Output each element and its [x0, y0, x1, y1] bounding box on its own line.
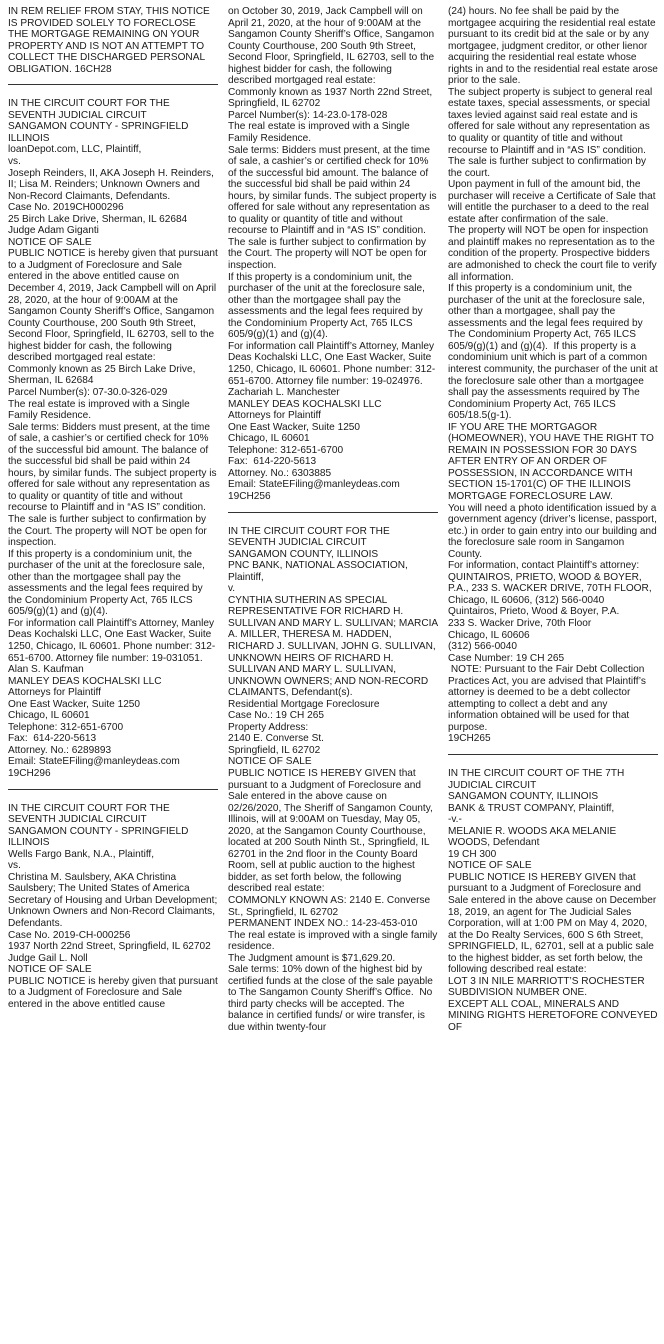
notice-line: NOTE: Pursuant to the Fair Debt Collection Practices Act, you are advised that Plaintiff’s attorney is deemed to be a debt collector attempting to collect a debt and any information obtained will be used for that purpose.	[448, 664, 649, 733]
notice-line: Fax: 614-220-5613	[8, 733, 97, 745]
notice-line: Sale terms: Bidders must present, at the time of sale, a cashier’s or certified check for 10% of the successful bid amount. The balance of the successful bid shall be paid within 24 hours, by similar funds. The subject property is offered for sale without any representation as to quality or quantity of title and without recourse to Plaintiff and in “AS IS” condition. The sale is further subject to confirmation by the Court. The property will NOT be open for inspection.	[8, 421, 220, 549]
newspaper-legal-notices-page	[8, 6, 660, 1340]
notice-line: The real estate is improved with a Single Family Residence.	[8, 398, 193, 422]
notice-line: 1937 North 22nd Street, Springfield, IL 62702	[8, 941, 211, 953]
notice-line: PUBLIC NOTICE IS HEREBY GIVEN that pursuant to a Judgment of Foreclosure and Sale entered in the above cause on December 18, 2019, an agent for The Judicial Sales Corporation, will at 1:00 PM on May 4, 2020, at the Do Realty Services, 600 S 6th Street, SPRINGFIELD, IL, 62701, sell at a public sale to the highest bidder, as set forth below, the following described real estate:	[448, 871, 659, 976]
notice-line: SANGAMON COUNTY - SPRINGFIELD ILLINOIS	[8, 825, 192, 849]
notice-line: The property will NOT be open for inspection and plaintiff makes no representation as to the condition of the property. Prospective bidders are admonished to check the court file to verify all information.	[448, 225, 660, 283]
column-2	[228, 6, 441, 1340]
notice-line: Zachariah L. Manchester	[228, 387, 340, 399]
notice-line: Commonly known as 25 Birch Lake Drive, Sherman, IL 62684	[8, 363, 199, 387]
notice-divider	[448, 754, 658, 755]
notice-line: Telephone: 312-651-6700	[228, 444, 344, 456]
notice-line: For information call Plaintiff’s Attorney, Manley Deas Kochalski LLC, One East Wacker, Suite 1250, Chicago, IL 60601. Phone number: 312-651-6700. Attorney file number: 19-031051.	[8, 617, 217, 664]
notice-line: 25 Birch Lake Drive, Sherman, IL 62684	[8, 213, 188, 225]
notice-19ch296	[8, 98, 221, 779]
notice-line: MELANIE R. WOODS AKA MELANIE WOODS, Defendant	[448, 825, 620, 849]
notice-line: One East Wacker, Suite 1250	[228, 421, 361, 433]
notice-line: Attorney. No.: 6289893	[8, 744, 112, 756]
notice-line: -v.-	[448, 814, 462, 826]
notice-line: Residential Mortgage Foreclosure	[228, 698, 380, 710]
notice-line: NOTICE OF SALE	[448, 860, 532, 872]
notice-line: BANK & TRUST COMPANY, Plaintiff,	[448, 802, 615, 814]
notice-line: EXCEPT ALL COAL, MINERALS AND MINING RIGHTS HERETOFORE CONVEYED OF	[448, 998, 661, 1034]
notice-line: Chicago, IL 60606	[448, 629, 530, 641]
notice-line: PNC BANK, NATIONAL ASSOCIATION, Plaintiff,	[228, 560, 411, 583]
notice-line: IF YOU ARE THE MORTGAGOR (HOMEOWNER), YOU HAVE THE RIGHT TO REMAIN IN POSSESSION FOR 30 DAYS AFTER ENTRY OF AN ORDER OF POSSESSION, IN ACCORDANCE WITH SECTION 15-1701(C) OF THE ILLINOIS MORTGAGE FORECLOSURE LAW.	[448, 421, 657, 502]
notice-line: Quintairos, Prieto, Wood & Boyer, P.A.	[448, 606, 620, 618]
notice-line: Email: StateEFiling@manleydeas.com	[8, 756, 180, 768]
notice-line: The real estate is improved with a single family residence.	[228, 929, 441, 953]
notice-line: For information call Plaintiff’s Attorney, Manley Deas Kochalski LLC, One East Wacker, Suite 1250, Chicago, IL 60601. Phone number: 312-651-6700. Attorney file number: 19-024976.	[228, 340, 437, 387]
notice-divider	[228, 512, 438, 513]
notice-line: If this property is a condominium unit, the purchaser of the unit at the foreclosure sale, other than a mortgagee, shall pay the assessments and the legal fees required by The Condominium Property Act, 765 ILCS 605/9(g)(1) and (g)(4). If this property is a condominium unit which is part of a common interest community, the purchaser of the unit at the foreclosure sale other than a mortgagee shall pay the assessments required by The Condominium Property Act, 765 ILCS 605/18.5(g-1).	[448, 283, 661, 422]
notice-line: MANLEY DEAS KOCHALSKI LLC	[8, 675, 162, 687]
notice-19ch265	[228, 525, 441, 1034]
notice-line: vs.	[8, 860, 21, 872]
notice-line: One East Wacker, Suite 1250	[8, 698, 141, 710]
notice-line: Judge Gail L. Noll	[8, 952, 88, 964]
notice-line: Case Number: 19 CH 265	[448, 652, 565, 664]
notice-line: Case No.: 19 CH 265	[228, 710, 324, 722]
notice-line: SANGAMON COUNTY, ILLINOIS	[448, 791, 599, 803]
notice-line: PUBLIC NOTICE IS HEREBY GIVEN that pursuant to a Judgment of Foreclosure and Sale entered in the above cause on 02/26/2020, The Sheriff of Sangamon County, Illinois, will at 9:00AM on Tuesday, May 05, 2020, at the Sangamon County Courthouse, located at 200 South Ninth St., Springfield, IL 62701 in the 2nd floor in the County Board Room, sell at public auction to the highest bidder, as set forth below, the following described real estate:	[228, 768, 436, 895]
notice-line: IN THE CIRCUIT COURT FOR THE SEVENTH JUDICIAL CIRCUIT	[228, 525, 393, 549]
notice-line: For information, contact Plaintiff’s attorney: QUINTAIROS, PRIETO, WOOD & BOYER, P.A., 233 S. WACKER DRIVE, 70TH FLOOR, Chicago, IL 60606, (312) 566-0040	[448, 560, 655, 606]
notice-line: Sale terms: Bidders must present, at the time of sale, a cashier’s or certified check for 10% of the successful bid amount. The balance of the successful bid shall be paid within 24 hours, by similar funds. The subject property is offered for sale without any representation as to quality or quantity of title and without recourse to Plaintiff and in “AS IS” condition. The sale is further subject to confirmation by the Court. The property will NOT be open for inspection.	[228, 144, 440, 272]
notice-line: vs.	[8, 156, 21, 168]
notice-line: 19CH256	[228, 490, 271, 502]
notice-line: The real estate is improved with a Single Family Residence.	[228, 121, 413, 145]
notice-line: IN THE CIRCUIT COURT FOR THE SEVENTH JUDICIAL CIRCUIT	[8, 802, 173, 826]
notice-line: loanDepot.com, LLC, Plaintiff,	[8, 144, 142, 156]
notice-line: Telephone: 312-651-6700	[8, 721, 124, 733]
notice-line: Parcel Number(s): 14-23.0-178-028	[228, 109, 388, 121]
notice-line: Attorney. No.: 6303885	[228, 467, 332, 479]
column-3	[448, 6, 661, 1340]
notice-line: If this property is a condominium unit, the purchaser of the unit at the foreclosure sale, other than the mortgagee shall pay the assessments and the legal fees required by the Condominium Property Act, 765 ILCS 605/9(g)(1) and (g)(4).	[8, 548, 208, 618]
notice-line: PERMANENT INDEX NO.: 14-23-453-010	[228, 918, 418, 930]
notice-19ch256-start	[8, 802, 221, 1011]
notice-line: 19 CH 300	[448, 848, 497, 860]
notice-19ch265-continued	[448, 6, 661, 745]
notice-line: Attorneys for Plaintiff	[8, 687, 101, 699]
notice-line: 19CH265	[448, 733, 491, 745]
notice-line: Property Address:	[228, 721, 309, 733]
notice-line: SANGAMON COUNTY - SPRINGFIELD ILLINOIS	[8, 121, 192, 144]
notice-line: If this property is a condominium unit, the purchaser of the unit at the foreclosure sale, other than the mortgagee shall pay the assessments and the legal fees required by the Condominium Property Act, 765 ILCS 605/9(g)(1) and (g)(4).	[228, 271, 428, 341]
notice-line: Chicago, IL 60601	[228, 433, 310, 445]
notice-line: on October 30, 2019, Jack Campbell will on April 21, 2020, at the hour of 9:00AM at the Sangamon County Sheriff’s Office, Sangamon County Courthouse, 200 South 9th Street, Second Floor, Springfield, IL 62703, sell to the highest bidder for cash, the following described mortgaged real estate:	[228, 6, 437, 87]
notice-line: PUBLIC NOTICE is hereby given that pursuant to a Judgment of Foreclosure and Sale entered in the above entitled cause	[8, 975, 221, 1010]
notice-line: 233 S. Wacker Drive, 70th Floor	[448, 617, 592, 629]
notice-line: NOTICE OF SALE	[8, 964, 92, 976]
notice-divider	[8, 84, 218, 85]
notice-line: COMMONLY KNOWN AS: 2140 E. Converse St., Springfield, IL 62702	[228, 895, 433, 918]
notice-line: 2140 E. Converse St.	[228, 733, 324, 745]
notice-line: Joseph Reinders, II, AKA Joseph H. Reinders, II; Lisa M. Reinders; Unknown Owners and Non-Record Claimants, Defendants.	[8, 167, 217, 202]
notice-line: Wells Fargo Bank, N.A., Plaintiff,	[8, 848, 155, 860]
notice-line: CYNTHIA SUTHERIN AS SPECIAL REPRESENTATIVE FOR RICHARD H. SULLIVAN AND MARY L. SULLIVAN; MARCIA A. MILLER, THERESA M. HADDEN, RICHARD J. SULLIVAN, JOHN G. SULLIVAN, UNKNOWN HEIRS OF RICHARD H. SULLIVAN AND MARY L. SULLIVAN, UNKNOWN OWNERS; AND NON-RECORD CLAIMANTS, Defendant(s).	[228, 594, 440, 699]
notice-19ch300	[448, 768, 661, 1034]
notice-19ch256-continued	[228, 6, 438, 503]
notice-line: Commonly known as 1937 North 22nd Street, Springfield, IL 62702	[228, 86, 436, 110]
notice-line: (24) hours. No fee shall be paid by the mortgagee acquiring the residential real estate pursuant to its credit bid at the sale or by any mortgagee, judgment creditor, or other lienor acquiring the residential real estate whose rights in and to the residential real estate arose prior to the sale.	[448, 6, 661, 87]
notice-line: IN THE CIRCUIT COURT OF THE 7TH JUDICIAL CIRCUIT	[448, 768, 628, 791]
column-1	[8, 6, 221, 1340]
notice-line: MANLEY DEAS KOCHALSKI LLC	[228, 398, 382, 410]
notice-line: The subject property is subject to general real estate taxes, special assessments, or special taxes levied against said real estate and is offered for sale without any representation as to quality or quantity of title and without recourse to Plaintiff and in “AS IS” condition. The sale is further subject to confirmation by the court.	[448, 86, 656, 179]
notice-line: Case No. 2019-CH-000256	[8, 929, 131, 941]
notice-line: Springfield, IL 62702	[228, 744, 321, 756]
notice-line: The Judgment amount is $71,629.20.	[228, 952, 396, 964]
notice-line: You will need a photo identification issued by a government agency (driver’s license, passport, etc.) in order to gain entry into our building and the foreclosure sale room in Sangamon County.	[448, 502, 660, 560]
notice-line: Email: StateEFiling@manleydeas.com	[228, 479, 400, 491]
notice-line: IN REM RELIEF FROM STAY, THIS NOTICE IS PROVIDED SOLELY TO FORECLOSE THE MORTGAGE REMAINING ON YOUR PROPERTY AND IS NOT AN ATTEMPT TO COLLECT THE DISCHARGED PERSONAL OBLIGATION. 16CH28	[8, 6, 213, 75]
notice-line: Upon payment in full of the amount bid, the purchaser will receive a Certificate of Sale that will entitle the purchaser to a deed to the real estate after confirmation of the sale.	[448, 179, 659, 225]
notice-line: NOTICE OF SALE	[8, 236, 92, 248]
notice-line: Christina M. Saulsbery, AKA Christina Saulsbery; The United States of America Secretary of Housing and Urban Development; Unknown Owners and Non-Record Claimants, Defendants.	[8, 871, 221, 930]
notice-line: LOT 3 IN NILE MARRIOTT’S ROCHESTER SUBDIVISION NUMBER ONE.	[448, 975, 648, 999]
notice-line: NOTICE OF SALE	[228, 756, 312, 768]
notice-line: (312) 566-0040	[448, 641, 518, 653]
notice-line: Fax: 614-220-5613	[228, 456, 317, 468]
notice-line: 19CH296	[8, 768, 51, 779]
notice-line: IN THE CIRCUIT COURT FOR THE SEVENTH JUDICIAL CIRCUIT	[8, 98, 173, 121]
notice-divider	[8, 789, 218, 790]
notice-line: Alan S. Kaufman	[8, 664, 84, 676]
notice-line: Sale terms: 10% down of the highest bid by certified funds at the close of the sale payable to The Sangamon County Sheriff’s Office. No third party checks will be accepted. The balance in certified funds/ or wire transfer, is due within twenty-four	[228, 964, 436, 1034]
notice-line: Attorneys for Plaintiff	[228, 410, 321, 422]
notice-relief-from-stay	[8, 6, 218, 75]
notice-line: Case No. 2019CH000296	[8, 202, 124, 214]
notice-line: v.	[228, 583, 236, 595]
notice-line: Parcel Number(s): 07-30.0-326-029	[8, 386, 168, 398]
notice-line: Chicago, IL 60601	[8, 710, 90, 722]
notice-line: Judge Adam Giganti	[8, 225, 99, 237]
notice-line: SANGAMON COUNTY, ILLINOIS	[228, 548, 379, 560]
notice-line: PUBLIC NOTICE is hereby given that pursuant to a Judgment of Foreclosure and Sale entered in the above entitled cause on December 4, 2019, Jack Campbell will on April 28, 2020, at the hour of 9:00AM at the Sangamon County Sheriff’s Office, Sangamon County Courthouse, 200 South 9th Street, Second Floor, Springfield, IL 62703, sell to the highest bidder for cash, the following described mortgaged real estate:	[8, 248, 221, 364]
